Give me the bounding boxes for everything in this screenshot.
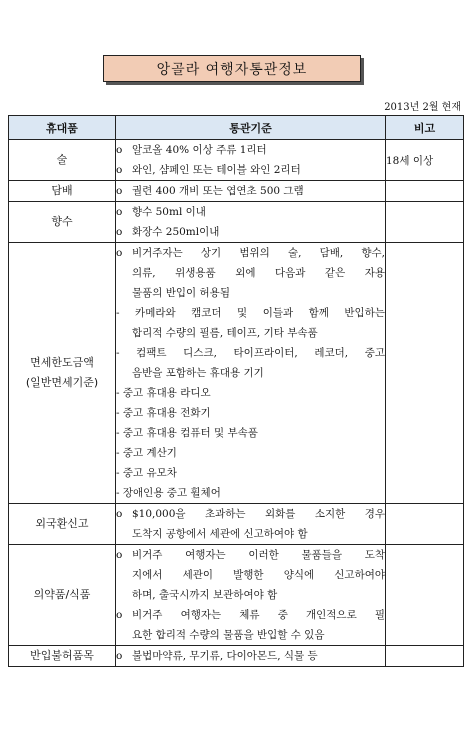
- criteria-line: - 카메라와 캠코더 및 이들과 함께 반입하는: [116, 307, 385, 319]
- note-cell: [386, 243, 464, 504]
- page-title: [103, 55, 361, 82]
- criteria-cell: [116, 202, 386, 243]
- bullet-icon: ο: [116, 549, 123, 561]
- table-row-tobacco: [9, 181, 464, 202]
- header-note: 비고: [386, 116, 464, 140]
- bullet-icon: ο: [116, 650, 123, 662]
- bullet-icon: ο: [116, 226, 123, 238]
- item-cell: 반입불허품목: [9, 646, 116, 667]
- table-row-currency-declaration: [9, 504, 464, 545]
- item-cell: 향수: [9, 202, 116, 243]
- criteria-line: - 장애인용 중고 휠체어: [116, 487, 221, 499]
- table-row-medicine-food: [9, 545, 464, 646]
- note-cell: [386, 545, 464, 646]
- criteria-line: - 중고 유모차: [116, 467, 177, 479]
- criteria-cell: [116, 545, 386, 646]
- criteria-line: ο 향수 50ml 이내: [116, 202, 385, 222]
- note-cell: [386, 504, 464, 545]
- table-row-prohibited-items: [9, 646, 464, 667]
- note-cell: [386, 202, 464, 243]
- bullet-icon: ο: [116, 247, 123, 259]
- criteria-line: ο 비거주자는 상기 범위의 술, 담배, 향수,: [116, 243, 385, 263]
- item-cell: 담배: [9, 181, 116, 202]
- item-sublabel: (일반면세기준): [25, 376, 99, 389]
- criteria-line: ο 궐련 400 개비 또는 엽연초 500 그램: [116, 181, 385, 201]
- header-criteria: 통관기준: [116, 116, 386, 140]
- criteria-cell: [116, 181, 386, 202]
- criteria-cell: [116, 140, 386, 181]
- table-row-alcohol: [9, 140, 464, 181]
- criteria-line: 하며, 출국시까지 보관하여야 함: [132, 589, 278, 601]
- item-cell: [9, 243, 116, 504]
- bullet-icon: ο: [116, 144, 123, 156]
- criteria-line: - 컴팩트 디스크, 타이프라이터, 레코더, 중고: [116, 347, 385, 359]
- customs-info-table: [8, 115, 464, 667]
- table-row-duty-free-limit: [9, 243, 464, 504]
- bullet-icon: ο: [116, 164, 123, 176]
- criteria-line: 도착지 공항에서 세관에 신고하여야 함: [132, 528, 308, 540]
- criteria-cell: [116, 646, 386, 667]
- item-cell: 술: [9, 140, 116, 181]
- criteria-line: 지에서 세관이 발행한 양식에 신고하여야: [132, 569, 385, 581]
- bullet-icon: ο: [116, 609, 123, 621]
- criteria-line: - 중고 계산기: [116, 447, 177, 459]
- criteria-line: ο 비거주 여행자는 체류 중 개인적으로 필: [116, 605, 385, 625]
- table-row-perfume: [9, 202, 464, 243]
- criteria-line: - 중고 휴대용 라디오: [116, 387, 211, 399]
- criteria-line: 물품의 반입이 허용됨: [132, 287, 230, 299]
- criteria-cell: [116, 243, 386, 504]
- criteria-line: - 중고 휴대용 컴퓨터 및 부속품: [116, 427, 258, 439]
- criteria-line: - 중고 휴대용 전화기: [116, 407, 211, 419]
- criteria-cell: [116, 504, 386, 545]
- bullet-icon: ο: [116, 508, 123, 520]
- criteria-line: ο 불법마약류, 무기류, 다이아몬드, 식물 등: [116, 646, 385, 666]
- criteria-line: 합리적 수량의 필름, 테이프, 기타 부속품: [132, 327, 318, 339]
- item-cell: 의약품/식품: [9, 545, 116, 646]
- criteria-line: ο 알코올 40% 이상 주류 1리터: [116, 140, 385, 160]
- criteria-line: ο 화장수 250ml이내: [116, 222, 385, 242]
- criteria-line: 음반을 포함하는 휴대용 기기: [132, 367, 264, 379]
- header-item: 휴대품: [9, 116, 116, 140]
- criteria-line: ο 와인, 샴페인 또는 테이블 와인 2리터: [116, 160, 385, 180]
- item-label: 면세한도금액: [30, 356, 94, 369]
- bullet-icon: ο: [116, 185, 123, 197]
- table-header-row: [9, 116, 464, 140]
- note-cell: [386, 181, 464, 202]
- criteria-line: ο 비거주 여행자는 이러한 물품들을 도착: [116, 545, 385, 565]
- as-of-date: 2013년 2월 현재: [384, 102, 461, 113]
- item-cell: 외국환신고: [9, 504, 116, 545]
- bullet-icon: ο: [116, 206, 123, 218]
- note-cell: [386, 646, 464, 667]
- criteria-line: 요한 합리적 수량의 물품을 반입할 수 있음: [132, 629, 325, 641]
- page-title-text: 앙골라 여행자통관정보: [156, 61, 308, 78]
- note-cell: 18세 이상: [386, 140, 464, 181]
- criteria-line: 의류, 위생용품 외에 다음과 같은 자용: [132, 267, 385, 279]
- criteria-line: ο $10,000을 초과하는 외화를 소지한 경우: [116, 504, 385, 524]
